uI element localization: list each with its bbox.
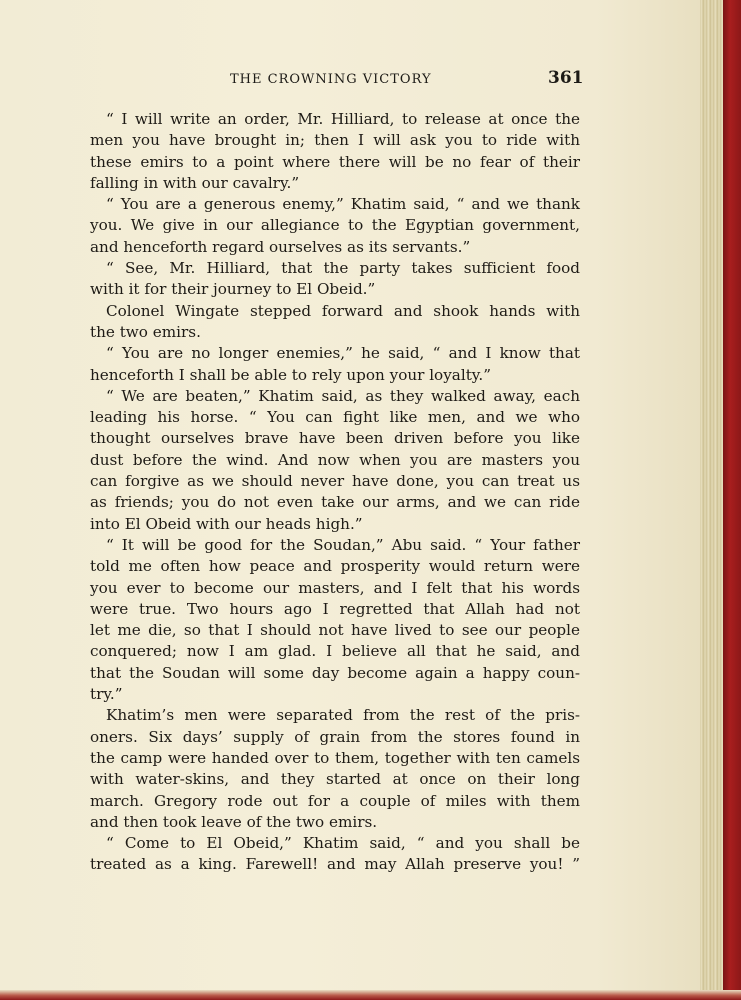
bottom-cover-edge	[0, 990, 741, 1000]
text-line: you ever to become our masters, and I felt that his words	[90, 578, 580, 597]
text-line: “ We are beaten,” Khatim said, as they walked away, each	[106, 386, 580, 405]
text-line: treated as a king. Farewell! and may Allah preserve you! ”	[90, 855, 580, 874]
text-line: “ See, Mr. Hilliard, that the party takes sufficient food	[106, 259, 580, 278]
text-line: you. We give in our allegiance to the Egyptian government,	[90, 216, 580, 235]
text-line: these emirs to a point where there will be no fear of their	[90, 152, 580, 171]
text-line: conquered; now I am glad. I believe all that he said, and	[90, 642, 580, 661]
body-text	[90, 109, 580, 876]
text-line: “ Come to El Obeid,” Khatim said, “ and you shall be	[106, 834, 580, 853]
page-number: 361	[548, 68, 584, 88]
text-line: march. Gregory rode out for a couple of miles with them	[90, 791, 580, 810]
text-line: “ It will be good for the Soudan,” Abu said. “ Your father	[106, 535, 580, 554]
text-line: the two emirs.	[90, 322, 201, 341]
text-line: try.”	[90, 685, 123, 704]
text-line: falling in with our cavalry.”	[90, 173, 300, 192]
text-line: and henceforth regard ourselves as its servants.”	[90, 237, 471, 256]
text-line: oners. Six days’ supply of grain from the stores found in	[90, 727, 580, 746]
text-line: thought ourselves brave have been driven before you like	[90, 429, 580, 448]
text-line: the camp were handed over to them, together with ten camels	[90, 748, 580, 767]
text-line: told me often how peace and prosperity would return were	[90, 557, 580, 576]
text-line: that the Soudan will some day become again a happy coun-	[90, 663, 580, 682]
text-line: henceforth I shall be able to rely upon your loyalty.”	[90, 365, 491, 384]
text-line: “ I will write an order, Mr. Hilliard, to release at once the	[106, 110, 580, 128]
text-line: men you have brought in; then I will ask you to ride with	[90, 131, 580, 150]
text-line: with it for their journey to El Obeid.”	[90, 280, 376, 299]
text-line: with water-skins, and they started at once on their long	[90, 770, 580, 789]
text-line: “ You are no longer enemies,” he said, “ and I know that	[106, 344, 580, 363]
book-cover-edge	[723, 0, 741, 1000]
text-line: can forgive as we should never have done, you can treat us	[90, 472, 580, 491]
text-line: into El Obeid with our heads high.”	[90, 514, 363, 533]
text-line: Khatim’s men were separated from the rest of the pris-	[106, 706, 580, 725]
running-head: THE CROWNING VICTORY	[230, 72, 432, 87]
text-line: were true. Two hours ago I regretted that Allah had not	[90, 599, 580, 618]
text-line: “ You are a generous enemy,” Khatim said, “ and we thank	[106, 195, 580, 214]
text-line: Colonel Wingate stepped forward and shook hands with	[106, 301, 580, 320]
text-line: leading his horse. “ You can fight like men, and we who	[90, 408, 580, 427]
text-line: as friends; you do not even take our arms, and we can ride	[90, 493, 580, 512]
text-line: let me die, so that I should not have lived to see our people	[90, 621, 580, 640]
text-line: dust before the wind. And now when you are masters you	[90, 450, 580, 469]
text-line: and then took leave of the two emirs.	[90, 812, 378, 831]
